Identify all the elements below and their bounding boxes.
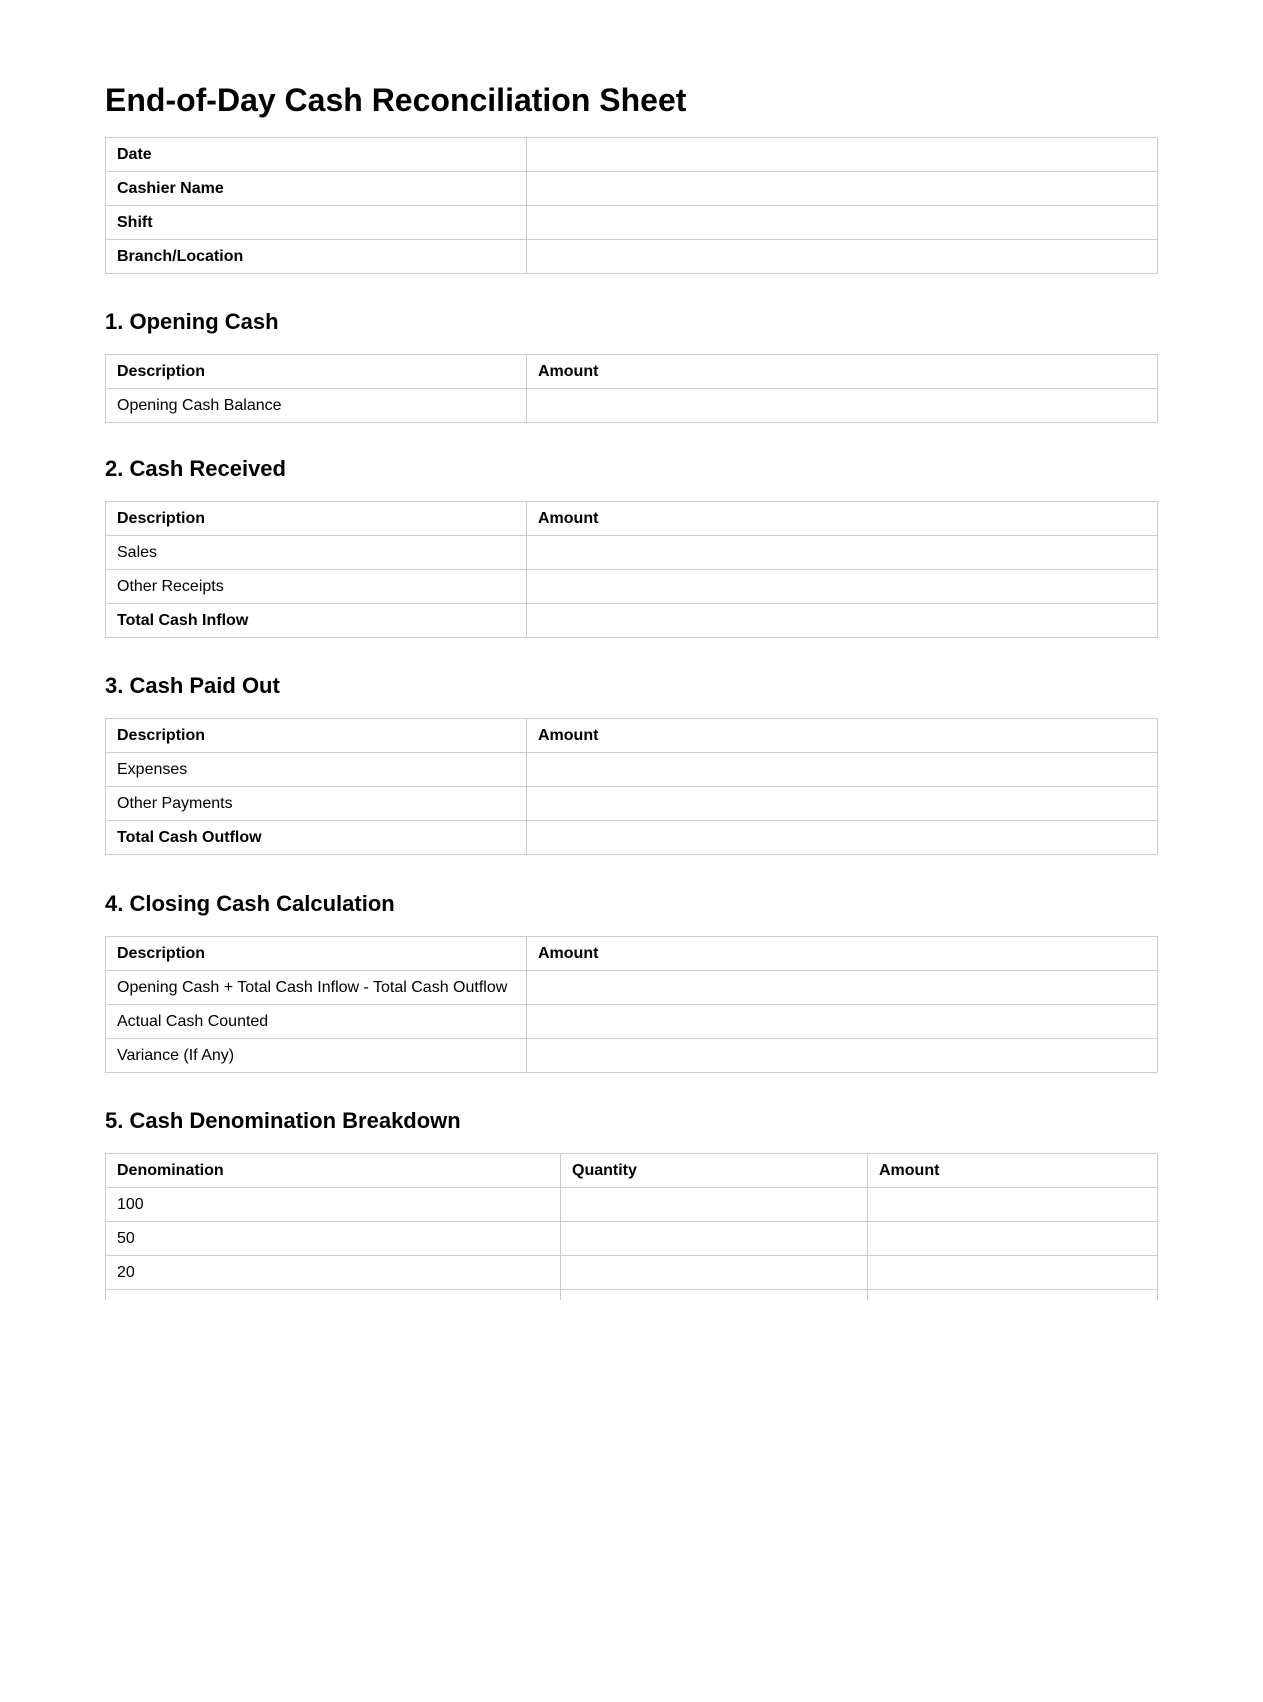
opening-cash-balance-amount-field[interactable] [527,389,1158,423]
row-description: Expenses [106,753,527,787]
cash-paid-out-table [105,718,1158,855]
actual-cash-counted-amount-field[interactable] [527,1005,1158,1039]
quantity-field[interactable] [561,1222,868,1256]
table-header-row [106,1154,1158,1188]
denomination-value: 50 [106,1222,561,1256]
expenses-amount-field[interactable] [527,753,1158,787]
cash-received-table [105,501,1158,638]
info-label: Branch/Location [106,240,527,274]
row-description-total: Total Cash Inflow [106,604,527,638]
row-description: Opening Cash Balance [106,389,527,423]
table-header-row [106,502,1158,536]
closing-cash-table [105,936,1158,1073]
table-header-row [106,937,1158,971]
column-header-amount: Amount [868,1154,1158,1188]
amount-field[interactable] [868,1256,1158,1290]
section-title-cash-received: 2. Cash Received [105,456,286,481]
expected-closing-cash-amount-field[interactable] [527,971,1158,1005]
amount-field[interactable] [868,1188,1158,1222]
row-description-total: Total Cash Outflow [106,821,527,855]
total-cash-outflow-amount-field[interactable] [527,821,1158,855]
row-description: Variance (If Any) [106,1039,527,1073]
info-table [105,137,1158,274]
quantity-field[interactable] [561,1188,868,1222]
table-row [106,971,1158,1005]
table-row [106,753,1158,787]
table-row-total [106,604,1158,638]
table-row [106,1222,1158,1256]
table-row [106,1039,1158,1073]
table-row [106,1188,1158,1222]
column-header-amount: Amount [527,502,1158,536]
table-row [106,1256,1158,1290]
table-row [106,570,1158,604]
column-header-amount: Amount [527,355,1158,389]
denomination-value: 100 [106,1188,561,1222]
shift-field[interactable] [527,206,1158,240]
row-description: Opening Cash + Total Cash Inflow - Total Cash Outflow [106,971,527,1005]
info-label: Date [106,138,527,172]
column-header-amount: Amount [527,937,1158,971]
info-row-branch-location [106,240,1158,274]
column-header-description: Description [106,719,527,753]
section-title-opening-cash: 1. Opening Cash [105,309,279,334]
column-header-denomination: Denomination [106,1154,561,1188]
date-field[interactable] [527,138,1158,172]
row-description: Sales [106,536,527,570]
table-header-row [106,719,1158,753]
column-header-description: Description [106,937,527,971]
sales-amount-field[interactable] [527,536,1158,570]
table-row-clipped [106,1290,1158,1301]
amount-field[interactable] [868,1290,1158,1301]
page-title: End-of-Day Cash Reconciliation Sheet [105,82,687,118]
quantity-field[interactable] [561,1290,868,1301]
column-header-quantity: Quantity [561,1154,868,1188]
info-label: Shift [106,206,527,240]
amount-field[interactable] [868,1222,1158,1256]
table-row [106,389,1158,423]
column-header-description: Description [106,502,527,536]
other-receipts-amount-field[interactable] [527,570,1158,604]
branch-location-field[interactable] [527,240,1158,274]
denomination-table [105,1153,1158,1300]
variance-amount-field[interactable] [527,1039,1158,1073]
info-row-shift [106,206,1158,240]
info-row-date [106,138,1158,172]
section-title-closing-cash-calculation: 4. Closing Cash Calculation [105,891,395,916]
table-header-row [106,355,1158,389]
other-payments-amount-field[interactable] [527,787,1158,821]
table-row [106,536,1158,570]
table-row [106,1005,1158,1039]
table-row [106,787,1158,821]
denomination-value [106,1290,561,1301]
section-title-cash-paid-out: 3. Cash Paid Out [105,673,280,698]
info-label: Cashier Name [106,172,527,206]
table-row-total [106,821,1158,855]
row-description: Other Receipts [106,570,527,604]
opening-cash-table [105,354,1158,423]
quantity-field[interactable] [561,1256,868,1290]
info-row-cashier-name [106,172,1158,206]
column-header-description: Description [106,355,527,389]
row-description: Other Payments [106,787,527,821]
row-description: Actual Cash Counted [106,1005,527,1039]
total-cash-inflow-amount-field[interactable] [527,604,1158,638]
denomination-value: 20 [106,1256,561,1290]
column-header-amount: Amount [527,719,1158,753]
section-title-cash-denomination-breakdown: 5. Cash Denomination Breakdown [105,1108,461,1133]
cashier-name-field[interactable] [527,172,1158,206]
